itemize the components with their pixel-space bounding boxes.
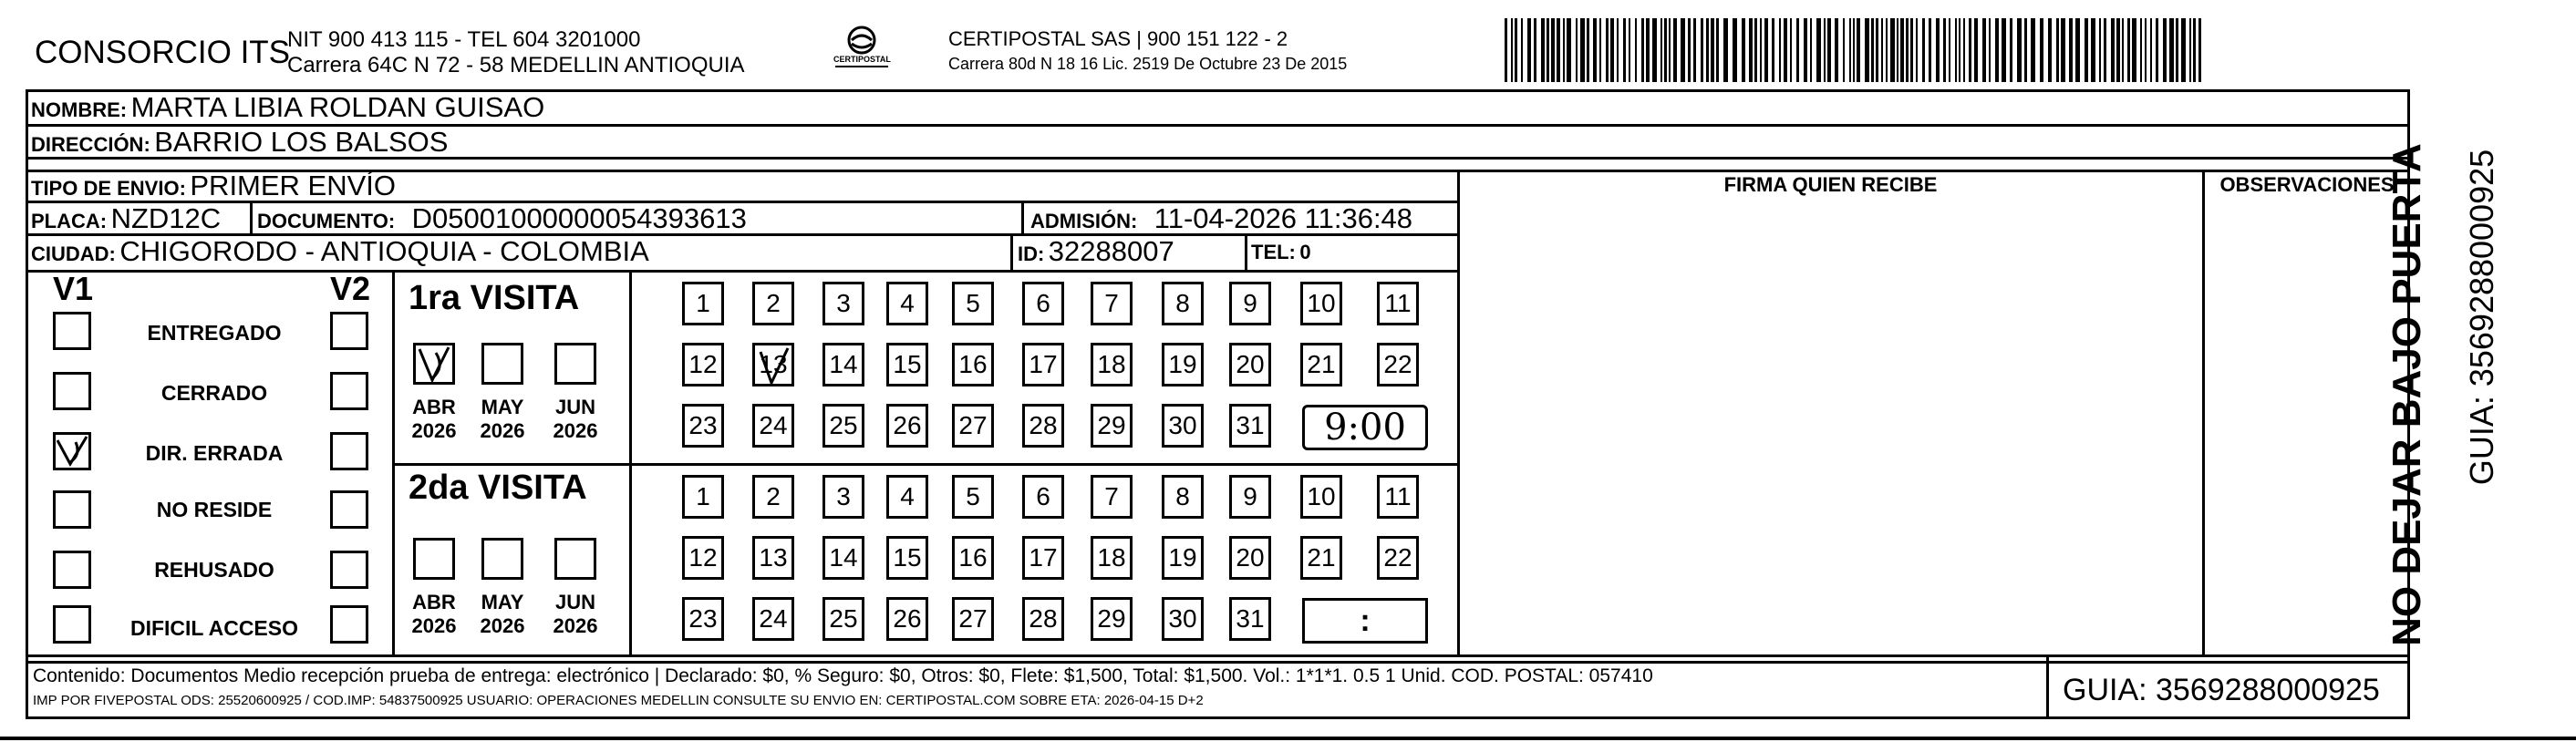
v2-entregado-checkbox[interactable] [330,312,368,350]
status-no-reside: NO RESIDE [156,498,273,521]
second-visit-day-box[interactable]: 24 [752,597,794,641]
second-visit-day-box[interactable]: 4 [886,475,928,519]
first-visit-day-box[interactable]: 26 [886,404,928,448]
first-visit-day-box[interactable]: 15 [886,343,928,386]
second-visit-day-box[interactable]: 13 [752,536,794,580]
v1-rehusado-checkbox[interactable] [53,551,91,589]
first-visit-day-box[interactable]: 25 [822,404,864,448]
first-visit-day-box[interactable]: 30 [1162,404,1204,448]
second-visit-month-may: MAY 2026 [480,591,525,637]
address-line: Carrera 64C N 72 - 58 MEDELLIN ANTIOQUIA [287,53,745,77]
v2-dir-errada-checkbox[interactable] [330,432,368,470]
second-visit-day-box[interactable]: 30 [1162,597,1204,641]
id-label: ID: [1018,242,1045,265]
v2-dificil-acceso-checkbox[interactable] [330,605,368,644]
second-visit-day-box[interactable]: 8 [1162,475,1204,519]
first-visit-day-box[interactable]: 16 [952,343,994,386]
footer-content-line: Contenido: Documentos Medio recepción prueba de entrega: electrónico | Declarado: $0, % Seguro: $0, Otros: $0, Flete: $1,500, Total: $1,500. Vol.: 1*1*1. 0.5 1 Unid. COD. POSTAL: 057410 [33,665,1653,686]
v1-label: V1 [53,270,94,307]
first-visit-month-abr-checkbox[interactable] [413,343,455,385]
first-visit-month-abr: ABR 2026 [411,396,457,442]
tipo-label: TIPO DE ENVIO: [31,177,186,200]
second-visit-month-jun-checkbox[interactable] [554,538,596,580]
second-visit-day-box[interactable]: 15 [886,536,928,580]
first-visit-day-box[interactable]: 28 [1022,404,1064,448]
documento-value: D05001000000054393613 [411,202,747,234]
first-visit-day-box[interactable]: 10 [1300,282,1342,325]
second-visit-day-box[interactable]: 5 [952,475,994,519]
v1-entregado-checkbox[interactable] [53,312,91,350]
side-guia: GUIA: 3569288000925 [2463,149,2500,486]
second-visit-day-box[interactable]: 12 [682,536,724,580]
first-visit-day-box[interactable]: 31 [1229,404,1271,448]
v2-no-reside-checkbox[interactable] [330,490,368,529]
status-dir-errada: DIR. ERRADA [145,441,284,465]
first-visit-day-box[interactable]: 22 [1377,343,1419,386]
v2-rehusado-checkbox[interactable] [330,551,368,589]
first-visit-day-box[interactable]: 7 [1091,282,1133,325]
second-visit-month-jun: JUN 2026 [553,591,598,637]
first-visit-day-box[interactable]: 27 [952,404,994,448]
check-mark-icon [755,345,797,388]
first-visit-day-box[interactable]: 23 [682,404,724,448]
first-visit-day-box[interactable]: 29 [1091,404,1133,448]
second-visit-day-box[interactable]: 11 [1377,475,1419,519]
second-visit-day-box[interactable]: 6 [1022,475,1064,519]
second-visit-day-box[interactable]: 20 [1229,536,1271,580]
placa-label: PLACA: [31,210,108,232]
first-visit-month-may: MAY 2026 [480,396,525,442]
ciudad-label: CIUDAD: [31,242,116,265]
nombre-value: MARTA LIBIA ROLDAN GUISAO [130,91,545,123]
placa-value: NZD12C [110,202,222,234]
first-visit-day-box[interactable]: 3 [822,282,864,325]
second-visit-day-box[interactable]: 27 [952,597,994,641]
v2-label: V2 [330,270,371,307]
second-visit-day-box[interactable]: 17 [1022,536,1064,580]
first-visit-day-box[interactable]: 14 [822,343,864,386]
certipostal-logo [830,24,894,77]
first-visit-day-box[interactable]: 1 [682,282,724,325]
first-visit-day-box[interactable]: 19 [1162,343,1204,386]
first-visit-day-box[interactable]: 17 [1022,343,1064,386]
admision-label: ADMISIÓN: [1030,210,1138,232]
v1-cerrado-checkbox[interactable] [53,372,91,410]
second-visit-day-box[interactable]: 28 [1022,597,1064,641]
second-visit-day-box[interactable]: 21 [1300,536,1342,580]
status-entregado: ENTREGADO [147,321,282,345]
first-visit-month-jun: JUN 2026 [553,396,598,442]
status-dificil-acceso: DIFICIL ACCESO [129,616,298,640]
second-visit-month-abr: ABR 2026 [411,591,457,637]
nombre-label: NOMBRE: [31,98,128,121]
status-rehusado: REHUSADO [154,558,274,582]
second-visit-day-box[interactable]: 19 [1162,536,1204,580]
first-visit-day-box[interactable]: 18 [1091,343,1133,386]
first-visit-day-box[interactable]: 9 [1229,282,1271,325]
admision-value: 11-04-2026 11:36:48 [1154,202,1413,234]
first-visit-day-box[interactable]: 8 [1162,282,1204,325]
v1-no-reside-checkbox[interactable] [53,490,91,529]
first-visit-day-box[interactable]: 6 [1022,282,1064,325]
second-visit-month-abr-checkbox[interactable] [413,538,455,580]
second-visit-day-box[interactable]: 26 [886,597,928,641]
second-visit-day-box[interactable]: 29 [1091,597,1133,641]
second-visit-month-may-checkbox[interactable] [481,538,523,580]
first-visit-day-box[interactable]: 21 [1300,343,1342,386]
tel-value: 0 [1299,241,1311,263]
first-visit-title: 1ra VISITA [409,279,580,317]
second-visit-day-box[interactable]: 10 [1300,475,1342,519]
second-visit-day-box[interactable]: 2 [752,475,794,519]
second-visit-day-box[interactable]: 9 [1229,475,1271,519]
certipostal-line2: Carrera 80d N 18 16 Lic. 2519 De Octubre 23 De 2015 [948,55,1348,73]
documento-label: DOCUMENTO: [257,210,396,232]
observaciones-label: OBSERVACIONES [2219,173,2395,196]
certipostal-line1: CERTIPOSTAL SAS | 900 151 122 - 2 [948,27,1288,50]
first-visit-day-box[interactable]: 20 [1229,343,1271,386]
second-visit-day-box[interactable]: 14 [822,536,864,580]
direccion-label: DIRECCIÓN: [31,133,150,156]
ciudad-value: CHIGORODO - ANTIOQUIA - COLOMBIA [119,235,649,267]
company-name: CONSORCIO ITS [35,35,291,70]
second-visit-day-box[interactable]: 3 [822,475,864,519]
first-visit-month-may-checkbox[interactable] [481,343,523,385]
second-visit-day-box[interactable]: 22 [1377,536,1419,580]
second-visit-day-box[interactable]: 16 [952,536,994,580]
first-visit-day-box[interactable]: 12 [682,343,724,386]
first-visit-day-box[interactable]: 5 [952,282,994,325]
first-visit-month-jun-checkbox[interactable] [554,343,596,385]
direccion-value: BARRIO LOS BALSOS [154,126,449,158]
second-visit-day-box[interactable]: 25 [822,597,864,641]
v1-dir-errada-checkbox[interactable] [53,432,91,470]
logo-text: CERTIPOSTAL [833,55,891,64]
v2-cerrado-checkbox[interactable] [330,372,368,410]
footer-print-line: IMP POR FIVEPOSTAL ODS: 25520600925 / COD.IMP: 54837500925 USUARIO: OPERACIONES MEDELLIN CONSULTE SU ENVIO EN: CERTIPOSTAL.COM SOBRE ETA: 2026-04-15 D+2 [33,693,1204,708]
tel-label: TEL: [1251,241,1296,263]
footer-guia: GUIA: 3569288000925 [2063,673,2380,707]
first-visit-time-box[interactable]: 9:00 [1302,405,1428,450]
check-mark-icon [56,435,88,468]
tipo-value: PRIMER ENVÍO [190,170,397,201]
first-visit-day-box[interactable]: 13 [752,343,794,386]
status-cerrado: CERRADO [160,381,268,405]
first-visit-day-box[interactable]: 11 [1377,282,1419,325]
first-visit-day-box[interactable]: 24 [752,404,794,448]
id-value: 32288007 [1048,235,1174,267]
second-visit-day-box[interactable]: 1 [682,475,724,519]
barcode [1505,18,2207,82]
second-visit-day-box[interactable]: 31 [1229,597,1271,641]
nit-line: NIT 900 413 115 - TEL 604 3201000 [287,27,641,52]
check-mark-icon [416,345,452,382]
firma-label: FIRMA QUIEN RECIBE [1723,173,1938,196]
v1-dificil-acceso-checkbox[interactable] [53,605,91,644]
second-visit-day-box[interactable]: 23 [682,597,724,641]
first-visit-day-box[interactable]: 2 [752,282,794,325]
second-visit-day-box[interactable]: 18 [1091,536,1133,580]
no-dejar-bajo-puerta: NO DEJAR BAJO PUERTA [2385,143,2429,646]
first-visit-day-box[interactable]: 4 [886,282,928,325]
second-visit-title: 2da VISITA [409,469,587,507]
second-visit-time-box[interactable]: : [1302,598,1428,644]
second-visit-day-box[interactable]: 7 [1091,475,1133,519]
